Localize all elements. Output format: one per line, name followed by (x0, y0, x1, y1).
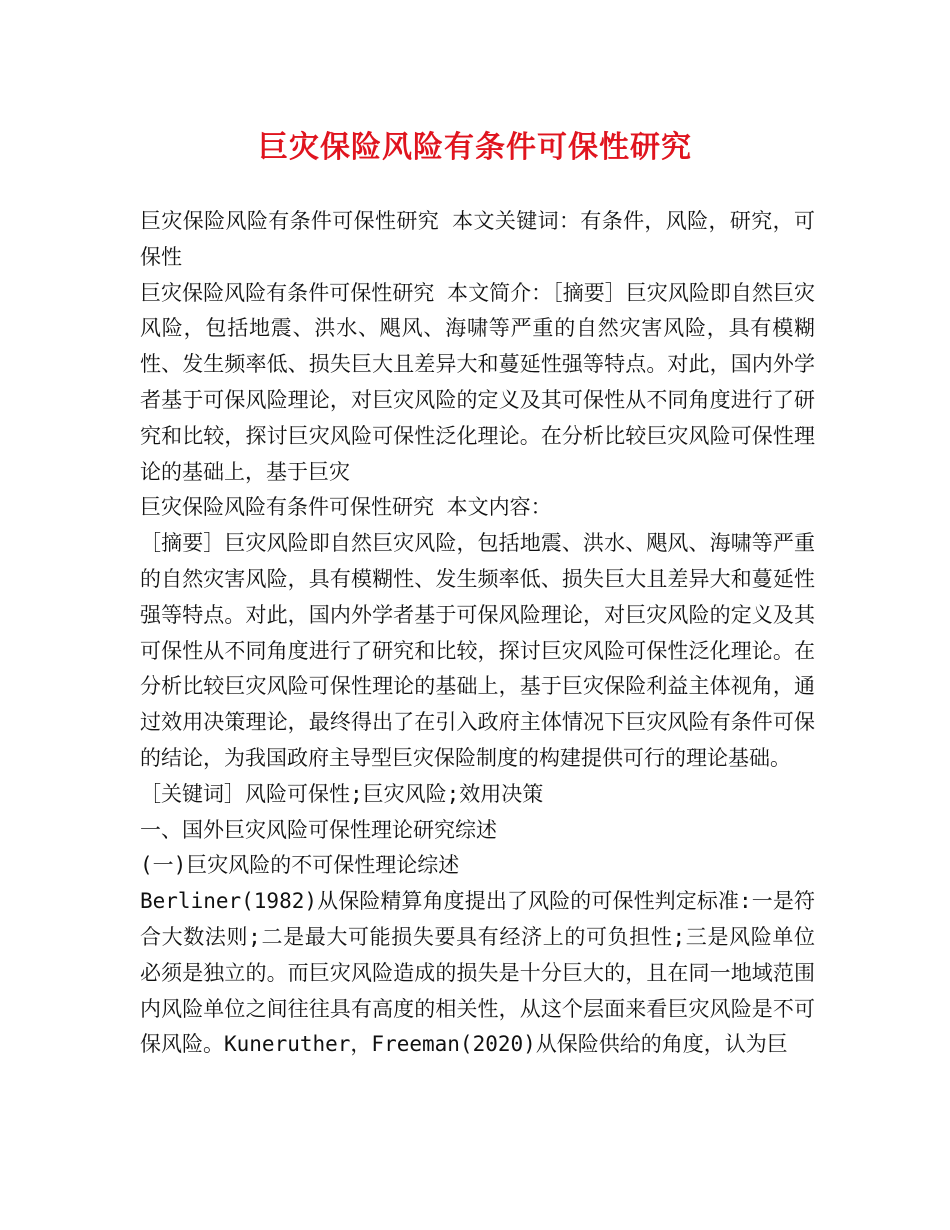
section-heading-1: 一、国外巨灾风险可保性理论研究综述 (140, 817, 497, 842)
document-body (140, 204, 815, 1063)
subsection-heading-1-1: (一)巨灾风险的不可保性理论综述 (140, 853, 460, 878)
paragraph-abstract: ［摘要］巨灾风险即自然巨灾风险，包括地震、洪水、飓风、海啸等严重的自然灾害风险，具有模糊性、发生频率低、损失巨大且差异大和蔓延性强等特点。对此，国内外学者基于可保风险理论，对巨灾风险的定义及其可保性从不同角度进行了研究和比较，探讨巨灾风险可保性泛化理论。在分析比较巨灾风险可保性理论的基础上，基于巨灾保险利益主体视角，通过效用决策理论，最终得出了在引入政府主体情况下巨灾风险有条件可保的结论，为我国政府主导型巨灾保险制度的构建提供可行的理论基础。 (140, 531, 815, 770)
paragraph-keywords-intro: 巨灾保险风险有条件可保性研究 本文关键词：有条件，风险，研究，可保性 (140, 209, 815, 269)
paragraph-keywords: ［关键词］风险可保性;巨灾风险;效用决策 (140, 781, 544, 806)
page-title: 巨灾保险风险有条件可保性研究 (258, 130, 692, 165)
paragraph-berliner: Berliner(1982)从保险精算角度提出了风险的可保性判定标准:一是符合大数法则;二是最大可能损失要具有经济上的可负担性;三是风险单位必须是独立的。而巨灾风险造成的损失是十分巨大的，且在同一地域范围内风险单位之间往往具有高度的相关性，从这个层面来看巨灾风险是不可保风险。Kuneruther，Freeman(2020)从保险供给的角度，认为巨 (140, 889, 815, 1057)
paragraph-content-heading: 巨灾保险风险有条件可保性研究 本文内容： (140, 495, 552, 520)
paragraph-summary: 巨灾保险风险有条件可保性研究 本文简介：［摘要］巨灾风险即自然巨灾风险，包括地震、洪水、飓风、海啸等严重的自然灾害风险，具有模糊性、发生频率低、损失巨大且差异大和蔓延性强等特点。对此，国内外学者基于可保风险理论，对巨灾风险的定义及其可保性从不同角度进行了研究和比较，探讨巨灾风险可保性泛化理论。在分析比较巨灾风险可保性理论的基础上，基于巨灾 (140, 280, 815, 484)
